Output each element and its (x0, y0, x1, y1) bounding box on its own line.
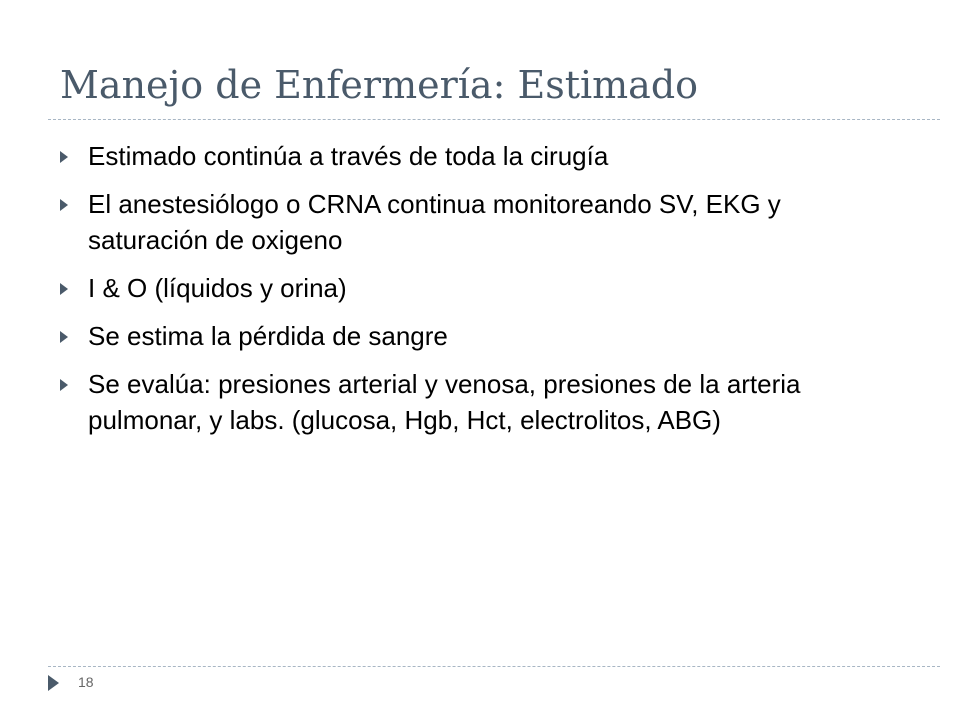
bullet-list (60, 138, 860, 450)
bullet-item (60, 186, 860, 258)
bullet-triangle-icon (60, 331, 68, 343)
page-number: 18 (78, 674, 94, 690)
footer-triangle-icon (48, 675, 59, 691)
bullet-text: Estimado continúa a través de toda la cirugía (88, 141, 609, 171)
bullet-text: El anestesiólogo o CRNA continua monitoreando SV, EKG y saturación de oxigeno (88, 189, 781, 255)
slide-title: Manejo de Enfermería: Estimado (60, 63, 699, 107)
footer-divider (48, 666, 940, 667)
bullet-item (60, 138, 860, 174)
bullet-item (60, 366, 860, 438)
bullet-item (60, 318, 860, 354)
bullet-text: Se evalúa: presiones arterial y venosa, presiones de la arteria pulmonar, y labs. (glucosa, Hgb, Hct, electrolitos, ABG) (88, 369, 801, 435)
bullet-triangle-icon (60, 379, 68, 391)
title-divider (48, 119, 940, 120)
bullet-triangle-icon (60, 283, 68, 295)
bullet-item (60, 270, 860, 306)
bullet-triangle-icon (60, 199, 68, 211)
bullet-text: I & O (líquidos y orina) (88, 273, 347, 303)
bullet-text: Se estima la pérdida de sangre (88, 321, 448, 351)
bullet-triangle-icon (60, 151, 68, 163)
